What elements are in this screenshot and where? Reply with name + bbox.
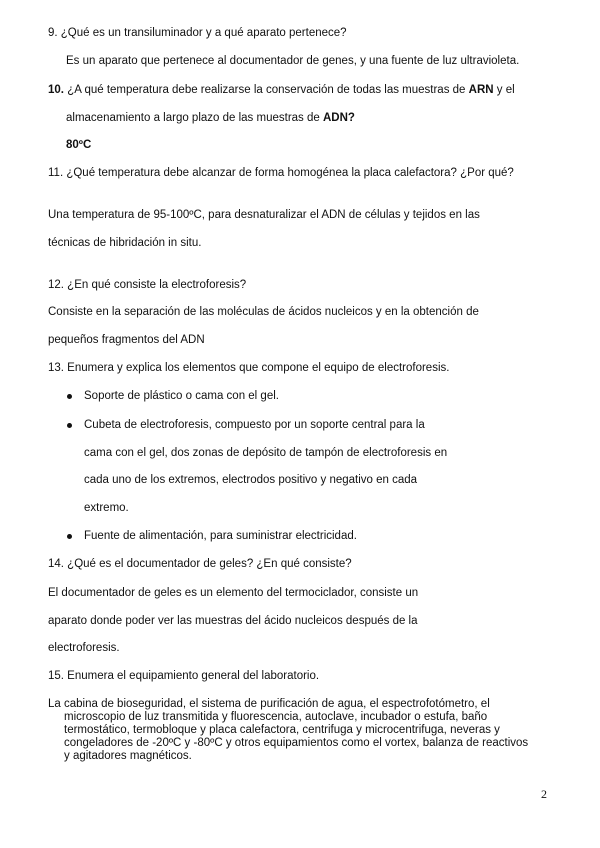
q13-bullet2-line3: cada uno de los extremos, electrodos positivo y negativo en cada xyxy=(84,474,418,486)
q15-answer-line3: termostático, termobloque y placa calefactora, centrifuga y microcentrifuga, neveras y xyxy=(64,724,500,736)
q10-text-a: ¿A qué temperatura debe realizarse la conservación de todas las muestras de xyxy=(64,84,469,96)
bullet-icon xyxy=(67,423,72,428)
q10-question-line1 xyxy=(48,83,515,97)
q10-number: 10. xyxy=(48,84,64,96)
bullet-icon xyxy=(67,394,72,399)
q9-question: 9. ¿Qué es un transiluminador y a qué aparato pertenece? xyxy=(48,27,347,39)
q13-question: 13. Enumera y explica los elementos que compone el equipo de electroforesis. xyxy=(48,362,450,374)
q14-question: 14. ¿Qué es el documentador de geles? ¿En qué consiste? xyxy=(48,558,352,570)
q15-answer-line1: La cabina de bioseguridad, el sistema de purificación de agua, el espectrofotómetro, el xyxy=(48,698,490,710)
page-number: 2 xyxy=(541,787,547,801)
q11-question: 11. ¿Qué temperatura debe alcanzar de forma homogénea la placa calefactora? ¿Por qué? xyxy=(48,167,514,179)
q10-text-b: y el xyxy=(493,84,515,96)
q10-bold-arn: ARN xyxy=(468,84,494,96)
q14-answer-line1: El documentador de geles es un elemento del termociclador, consiste un xyxy=(48,587,419,599)
q10-bold-adn: ADN? xyxy=(322,112,355,124)
q12-answer-line2: pequeños fragmentos del ADN xyxy=(48,334,205,346)
q12-answer-line1: Consiste en la separación de las moléculas de ácidos nucleicos y en la obtención de xyxy=(48,306,479,318)
q10-answer: 80ºC xyxy=(66,139,92,151)
q12-question: 12. ¿En qué consiste la electroforesis? xyxy=(48,279,247,291)
q14-answer-line2: aparato donde poder ver las muestras del ácido nucleicos después de la xyxy=(48,615,418,627)
q15-question: 15. Enumera el equipamiento general del laboratorio. xyxy=(48,670,320,682)
q13-bullet1: Soporte de plástico o cama con el gel. xyxy=(84,390,279,402)
q15-answer-line2: microscopio de luz transmitida y fluorescencia, autoclave, incubador o estufa, baño xyxy=(64,711,488,723)
q9-answer: Es un aparato que pertenece al documentador de genes, y una fuente de luz ultravioleta. xyxy=(66,55,520,67)
q10-text-c: almacenamiento a largo plazo de las muestras de xyxy=(66,112,323,124)
q10-question-line2 xyxy=(66,111,355,125)
q11-answer-line2: técnicas de hibridación in situ. xyxy=(48,237,202,249)
q13-bullet2-line4: extremo. xyxy=(84,502,129,514)
bullet-icon xyxy=(67,534,72,539)
q15-answer-line4: congeladores de -20ºC y -80ºC y otros equipamientos como el vortex, balanza de reactivos xyxy=(64,737,529,749)
q13-bullet3: Fuente de alimentación, para suministrar electricidad. xyxy=(84,530,357,542)
q13-bullet2-line1: Cubeta de electroforesis, compuesto por un soporte central para la xyxy=(84,419,425,431)
q11-answer-line1: Una temperatura de 95-100ºC, para desnaturalizar el ADN de células y tejidos en las xyxy=(48,209,480,221)
q13-bullet2-line2: cama con el gel, dos zonas de depósito de tampón de electroforesis en xyxy=(84,447,448,459)
q15-answer-line5: y agitadores magnéticos. xyxy=(64,750,192,762)
q14-answer-line3: electroforesis. xyxy=(48,642,120,654)
